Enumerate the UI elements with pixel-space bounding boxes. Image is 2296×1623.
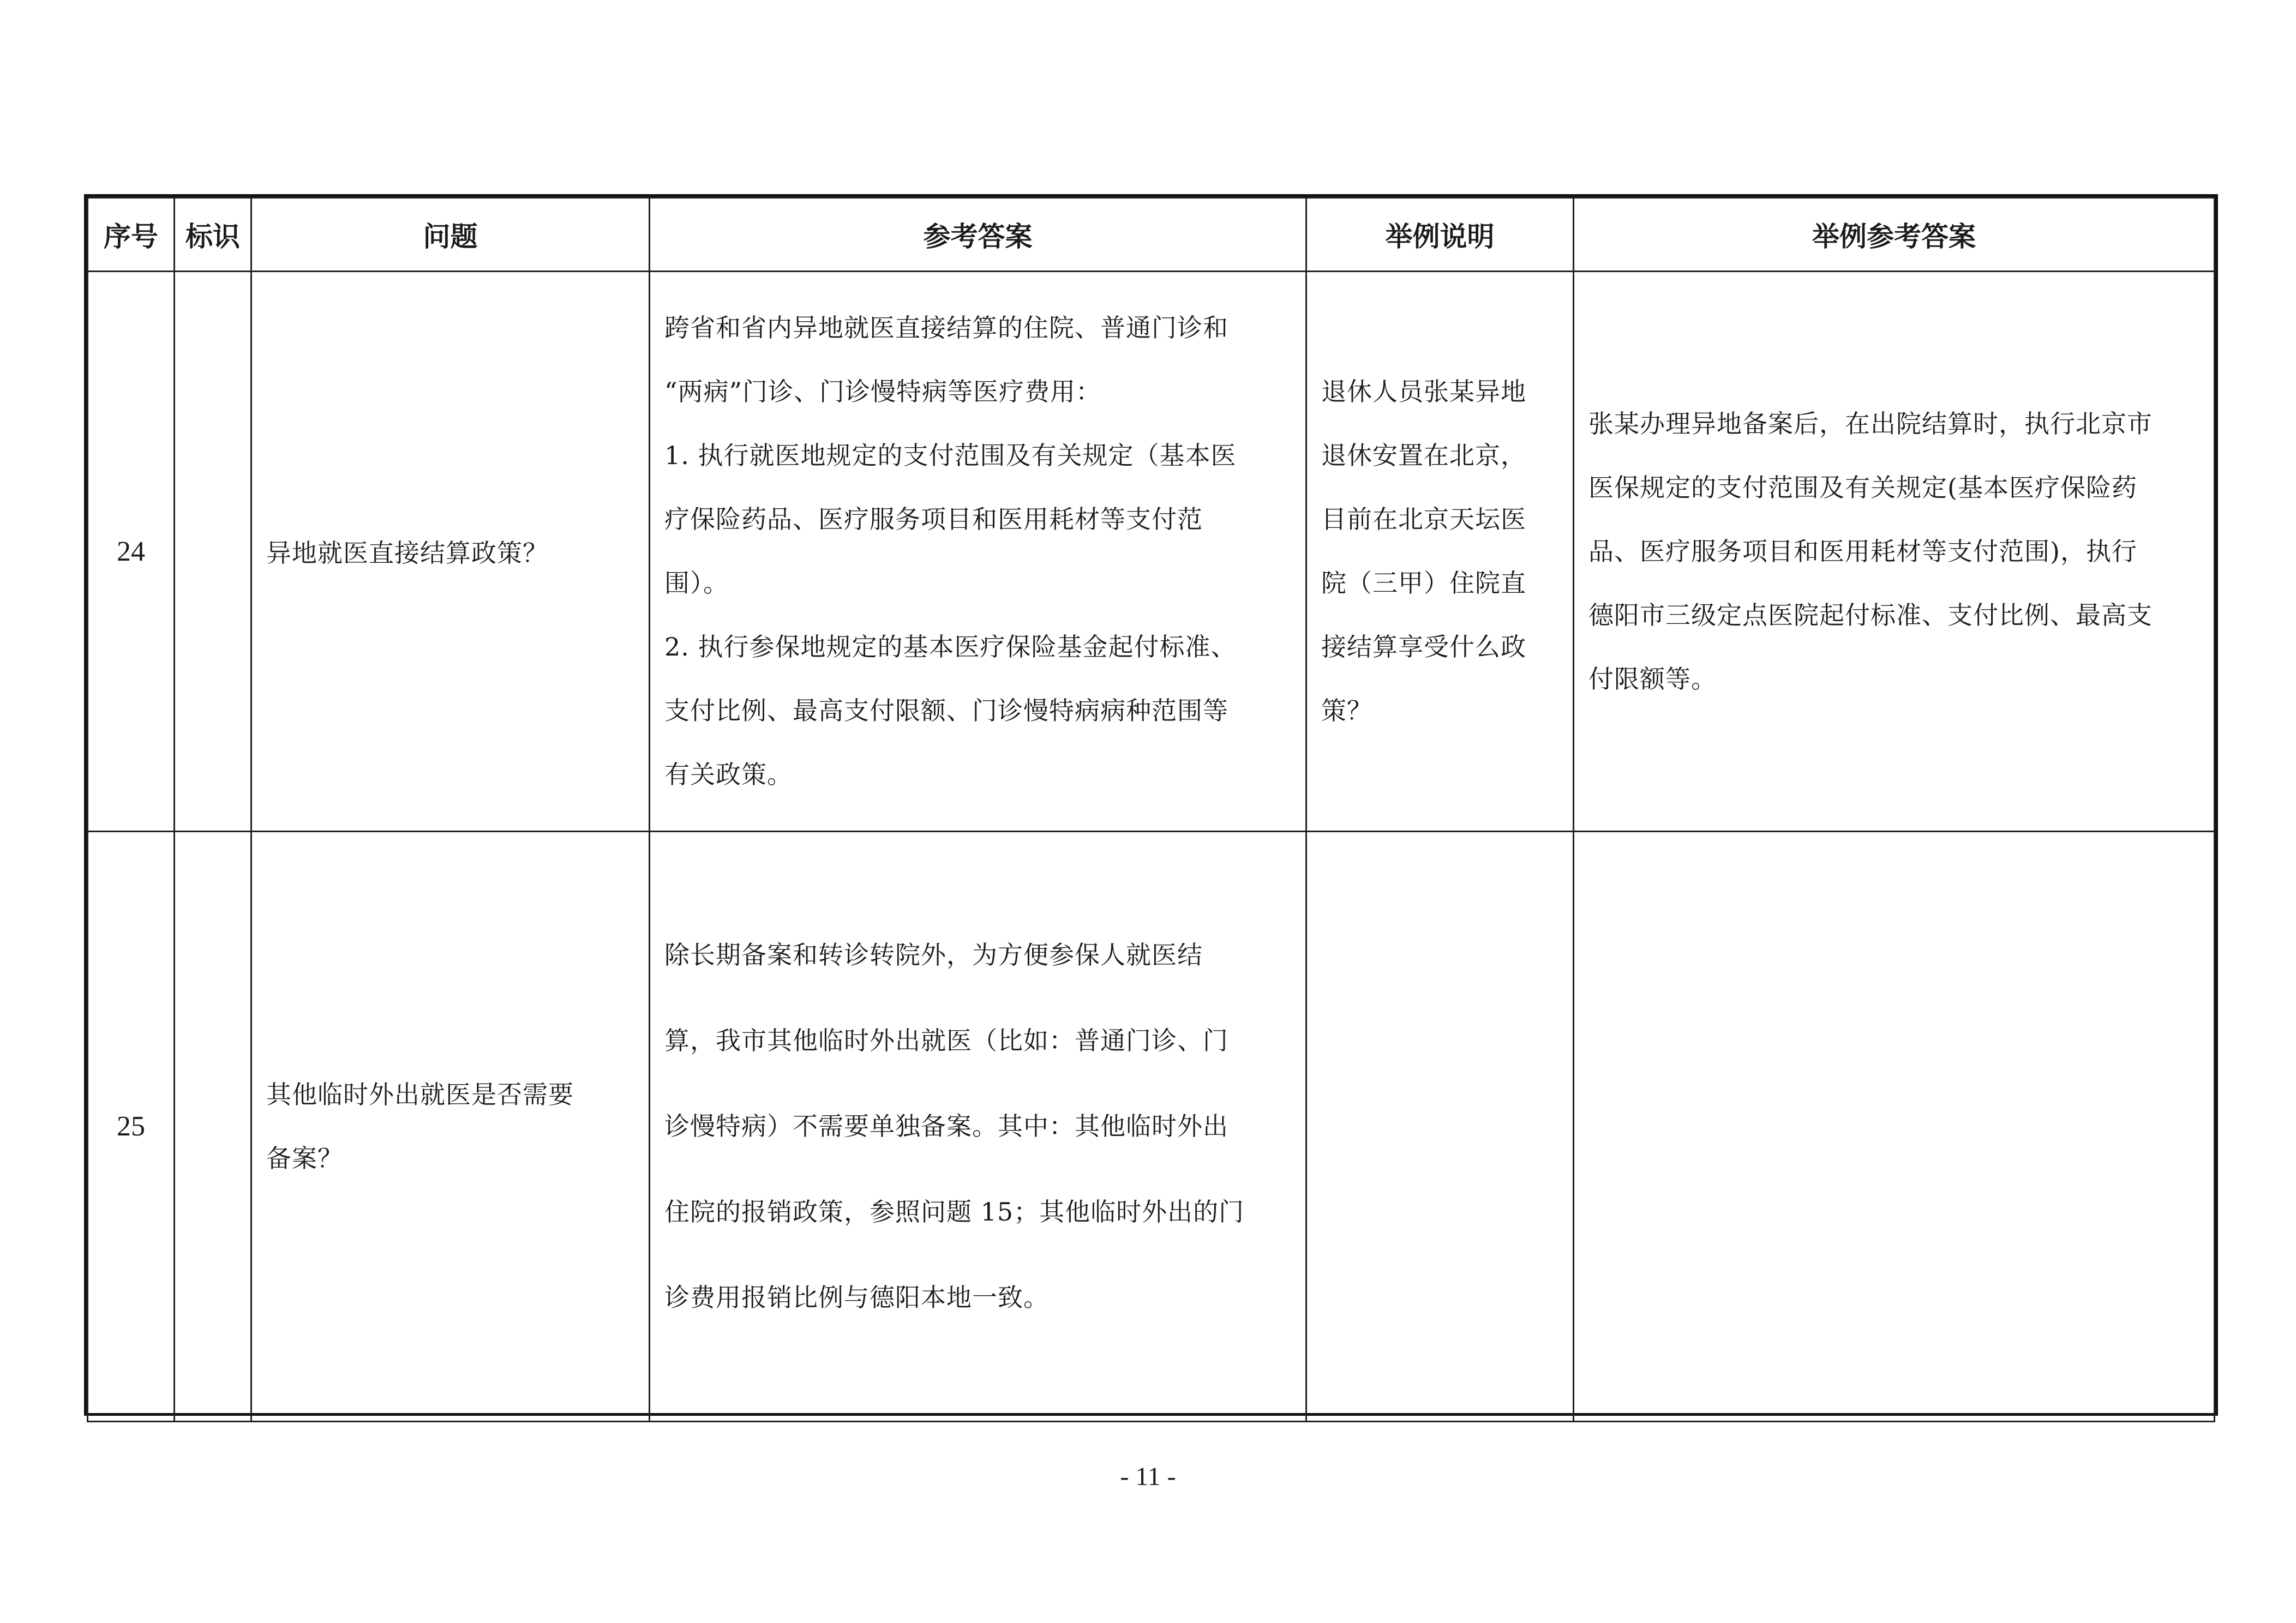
answer-line: 有关政策。 <box>664 760 793 789</box>
example-line: 院（三甲）住院直 <box>1321 568 1526 598</box>
answer-line: 1. 执行就医地规定的支付范围及有关规定（基本医 <box>664 441 1237 470</box>
answer-line: 支付比例、最高支付限额、门诊慢特病病种范围等 <box>664 696 1228 725</box>
question-line: 备案？ <box>266 1143 343 1173</box>
header-answer: 参考答案 <box>650 198 1306 272</box>
header-no: 序号 <box>88 198 175 272</box>
example-cell <box>1306 832 1574 1422</box>
question-cell <box>251 832 650 1422</box>
page-number: - 11 - <box>1120 1462 1176 1491</box>
answer-line: 疗保险药品、医疗服务项目和医用耗材等支付范 <box>664 504 1203 534</box>
answer-line: 算，我市其他临时外出就医（比如：普通门诊、门 <box>664 1026 1228 1055</box>
example-answer-line: 付限额等。 <box>1588 664 1717 694</box>
row-number: 25 <box>88 832 175 1422</box>
table-row <box>88 832 2215 1422</box>
question-line: 异地就医直接结算政策？ <box>266 538 548 568</box>
answer-line: 围）。 <box>664 568 729 598</box>
table-row <box>88 272 2215 832</box>
example-answer-line: 德阳市三级定点医院起付标准、支付比例、最高支 <box>1588 600 2153 630</box>
answer-line: 诊慢特病）不需要单独备案。其中：其他临时外出 <box>664 1111 1228 1141</box>
example-line: 退休人员张某异地 <box>1321 377 1526 406</box>
answer-line: 2. 执行参保地规定的基本医疗保险基金起付标准、 <box>664 632 1237 662</box>
header-question: 问题 <box>251 198 650 272</box>
example-answer-line: 品、医疗服务项目和医用耗材等支付范围)，执行 <box>1588 536 2137 566</box>
example-line: 目前在北京天坛医 <box>1321 504 1526 534</box>
policy-table-frame <box>84 194 2218 1416</box>
answer-line: 跨省和省内异地就医直接结算的住院、普通门诊和 <box>664 313 1228 342</box>
example-cell <box>1306 272 1574 832</box>
example-answer-line: 张某办理异地备案后，在出院结算时，执行北京市 <box>1588 408 2153 438</box>
example-answer-line: 医保规定的支付范围及有关规定(基本医疗保险药 <box>1588 472 2137 502</box>
example-answer-cell <box>1574 272 2215 832</box>
answer-line: “两病”门诊、门诊慢特病等医疗费用： <box>664 377 1102 406</box>
row-number: 24 <box>88 272 175 832</box>
policy-table <box>87 197 2215 1422</box>
answer-line: 住院的报销政策，参照问题 15；其他临时外出的门 <box>664 1197 1245 1227</box>
row-tag <box>175 832 251 1422</box>
table-header-row <box>88 198 2215 272</box>
header-example-answer: 举例参考答案 <box>1574 198 2215 272</box>
question-cell <box>251 272 650 832</box>
answer-cell <box>650 272 1306 832</box>
header-tag: 标识 <box>175 198 251 272</box>
answer-line: 诊费用报销比例与德阳本地一致。 <box>664 1283 1049 1312</box>
row-tag <box>175 272 251 832</box>
question-line: 其他临时外出就医是否需要 <box>266 1079 574 1109</box>
answer-line: 除长期备案和转诊转院外，为方便参保人就医结 <box>664 940 1203 970</box>
example-line: 策？ <box>1321 696 1372 725</box>
header-example: 举例说明 <box>1306 198 1574 272</box>
example-line: 退休安置在北京， <box>1321 441 1526 470</box>
answer-cell <box>650 832 1306 1422</box>
example-answer-cell <box>1574 832 2215 1422</box>
example-line: 接结算享受什么政 <box>1321 632 1526 662</box>
